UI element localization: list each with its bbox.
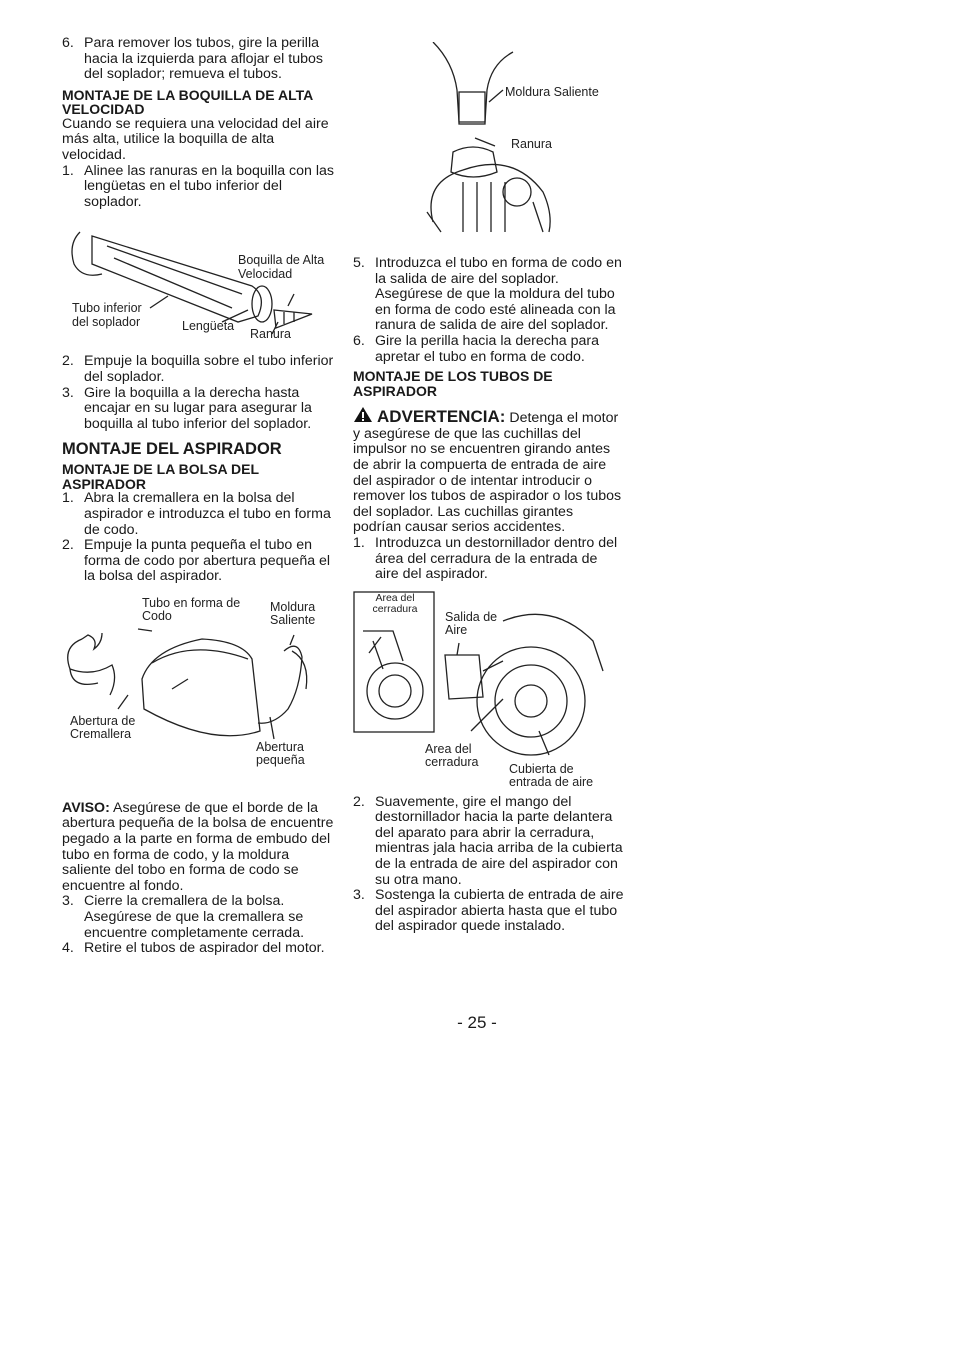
label-moldura-bag: Moldura Saliente [270,599,316,628]
aspirador-step-2: 2. Suavemente, gire el mango del destornillador hacia la parte delantera del aparato para abrir la cerradura, mientras jala hacia arriba de la cubierta de la entrada de aire del aspirador con su otra mano. [353,793,623,888]
label-lengueta: Lengüeta [182,319,235,334]
label-tubo-codo: Tubo en forma de Codo [142,595,241,624]
figure-nozzle [62,224,334,352]
aspirador-step-1: 1. Introduzca un destornillador dentro del área del cerradura de la entrada de aire del aspirador. [353,534,618,583]
bolsa-step-4: 4. Retire el tubos de aspirador del motor. [62,940,325,957]
bag-illustration [62,595,334,799]
heading-bolsa: MONTAJE DE LA BOLSA DEL ASPIRADOR [62,461,259,492]
label-inset-area: Area del cerradura [372,591,418,615]
boquilla-intro: Cuando se requiera una velocidad del aire más alta, utilice la boquilla de alta velocidad. [62,115,329,163]
label-moldura-outlet: Moldura Saliente [505,85,599,99]
boquilla-step-1: 1. Alinee las ranuras en la boquilla con las lengüetas en el tubo inferior del soplador. [62,162,335,210]
tubo-step-6: 6. Gire la perilla hacia la derecha para apretar el tubo en forma de codo. [353,332,599,365]
boquilla-step-2: 2. Empuje la boquilla sobre el tubo inferior del soplador. [62,353,334,385]
figure-bag [62,595,334,799]
warning-triangle-icon [353,406,373,423]
heading-tubos-aspirador: MONTAJE DE LOS TUBOS DE ASPIRADOR [353,368,553,399]
label-tubo-inferior: Tubo inferior del soplador [72,301,142,329]
label-ranura-outlet: Ranura [511,137,552,151]
label-ranura: Ranura [250,327,291,342]
elbow-outlet-illustration [393,42,623,242]
bolsa-step-2: 2. Empuje la punta pequeña el tubo en forma de codo por abertura pequeña el la bolsa del aspirador. [62,537,331,585]
label-cubierta-entrada: Cubierta de entrada de aire [509,761,594,790]
tubo-step-5: 5. Introduzca el tubo en forma de codo en la salida de aire del soplador. Asegúrese de que la moldura del tubo en forma de codo esté alineada con la ranura de salida de aire del soplador. [353,255,622,334]
bolsa-step-1: 1. Abra la cremallera en la bolsa del aspirador e introduzca el tubo en forma de codo. [62,490,331,538]
boquilla-step-3: 3. Gire la boquilla a la derecha hasta encajar en su lugar para asegurar la boquilla al tubo inferior del soplador. [62,384,312,432]
aviso-paragraph: AVISO: Asegúrese de que el borde de la abertura pequeña de la bolsa de encuentre pegado a la parte en forma de embudo del tubo en forma de codo, y la moldura saliente del tobo en forma de codo se encuentre al fondo. [62,799,334,894]
label-boquilla: Boquilla de Alta Velocidad [238,253,325,281]
figure-latch [353,591,625,795]
page-number: - 25 - [457,1013,497,1032]
aspirador-step-3: 3. Sostenga la cubierta de entrada de aire del aspirador abierta hasta que el tubo del aspirador quede instalado. [353,887,624,935]
label-abertura-pequena: Abertura pequeña [256,739,305,768]
heading-boquilla: MONTAJE DE LA BOQUILLA DE ALTA VELOCIDAD [62,86,313,118]
bolsa-step-3: 3. Cierre la cremallera de la bolsa. Asegúrese de que la cremallera se encuentre completamente cerrada. [62,893,305,941]
right-column [353,36,625,935]
step-6: 6. Para remover los tubos, gire la perilla hacia la izquierda para aflojar el tubos del soplador; remueva el tubos. [62,35,323,83]
warning-paragraph: ADVERTENCIA: Detenga el motor y asegúrese de que las cuchillas del impulsor no se encuentren girando antes de abrir la compuerta de entrada de aire del aspirador o de intentar introducir o remover los tubos de aspirador o los tubos del soplador. Las cuchillas girantes podrían causar serios accidentes. [353,407,622,536]
left-column [62,36,334,957]
heading-aspirador: MONTAJE DEL ASPIRADOR [62,440,282,459]
label-salida-aire: Salida de Aire [445,609,498,638]
label-area-cerradura: Area del cerradura [425,741,479,770]
label-abertura-cremallera: Abertura de Cremallera [70,713,136,742]
figure-elbow-outlet [393,42,625,242]
